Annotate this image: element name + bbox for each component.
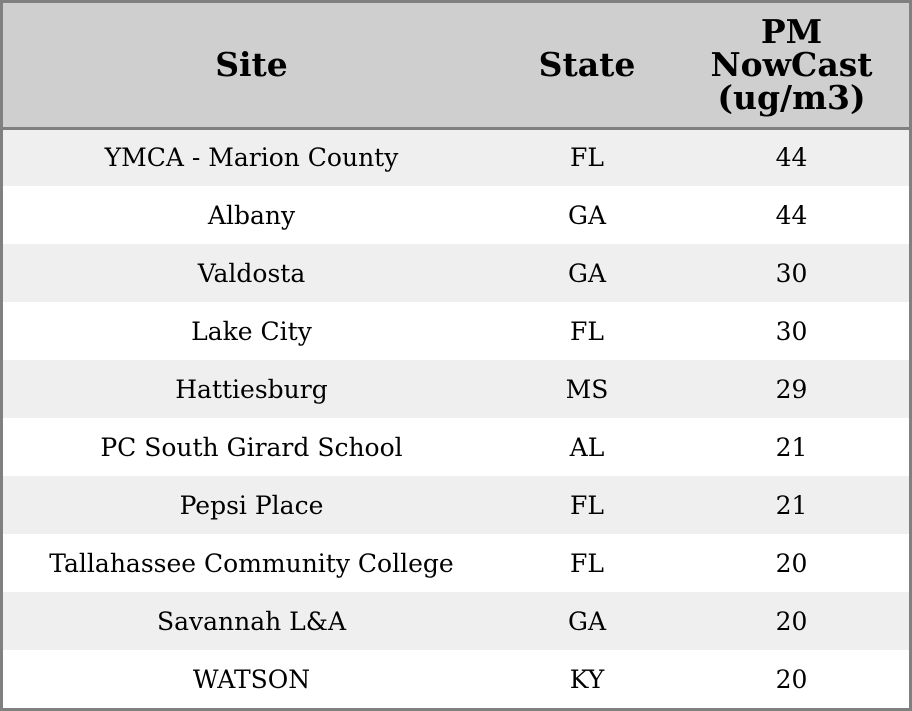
cell-state: FL (570, 490, 604, 520)
cell-state: FL (570, 316, 604, 346)
cell-pm-value: 21 (775, 490, 808, 520)
cell-pm-value: 20 (775, 548, 808, 578)
cell-pm-value: 44 (775, 143, 808, 173)
table-body (3, 128, 909, 708)
cell-state: MS (565, 374, 609, 404)
cell-site: Albany (207, 200, 296, 230)
cell-site: Tallahassee Community College (49, 548, 454, 578)
table-row (3, 534, 909, 592)
table-row (3, 186, 909, 244)
header-row (3, 3, 909, 128)
pm-nowcast-table (3, 3, 909, 708)
table-row (3, 128, 909, 186)
cell-site: Valdosta (197, 258, 306, 288)
cell-state: GA (567, 606, 607, 636)
header-pm-line-2: NowCast (710, 45, 873, 85)
table-header (3, 3, 909, 128)
table-row (3, 476, 909, 534)
header-pm-nowcast (674, 3, 909, 128)
cell-pm-value: 30 (775, 316, 808, 346)
cell-site: Lake City (191, 316, 312, 346)
table-row (3, 302, 909, 360)
table-row (3, 244, 909, 302)
cell-pm-value: 20 (775, 664, 808, 694)
cell-site: Pepsi Place (179, 490, 324, 520)
cell-state: FL (570, 143, 604, 173)
cell-pm-value: 44 (775, 200, 808, 230)
cell-pm-value: 20 (775, 606, 808, 636)
cell-site: PC South Girard School (100, 432, 403, 462)
header-site: Site (3, 3, 500, 128)
header-pm-line-3: (ug/m3) (717, 78, 866, 118)
cell-state: GA (567, 258, 607, 288)
cell-pm-value: 29 (775, 374, 808, 404)
table-row (3, 650, 909, 708)
header-pm-line-1: PM (760, 12, 823, 52)
cell-pm-value: 30 (775, 258, 808, 288)
table-row (3, 592, 909, 650)
table-row (3, 360, 909, 418)
cell-state: FL (570, 548, 604, 578)
cell-state: AL (569, 432, 605, 462)
cell-site: YMCA - Marion County (104, 143, 399, 173)
cell-state: KY (569, 664, 605, 694)
cell-site: Hattiesburg (175, 374, 328, 404)
table-row (3, 418, 909, 476)
cell-state: GA (567, 200, 607, 230)
cell-pm-value: 21 (775, 432, 808, 462)
header-state: State (500, 3, 674, 128)
cell-site: Savannah L&A (156, 606, 347, 636)
cell-site: WATSON (192, 664, 311, 694)
